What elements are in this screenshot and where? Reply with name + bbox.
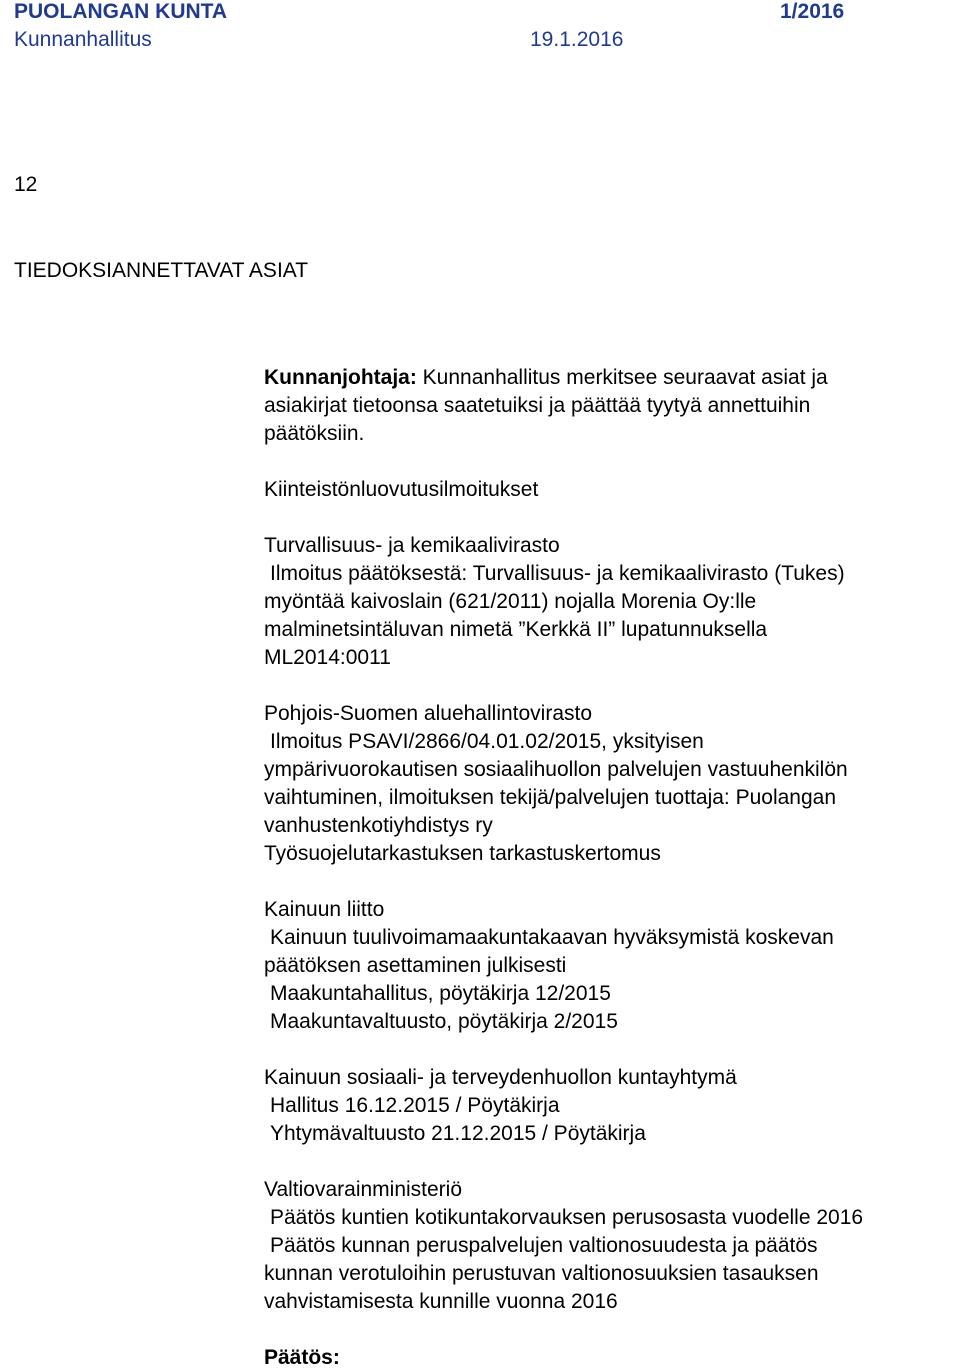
- sote-heading: Kainuun sosiaali- ja terveydenhuollon kuntayhtymä: [264, 1066, 737, 1089]
- page-number: 1/2016: [780, 0, 845, 23]
- vm-heading: Valtiovarainministeriö: [264, 1178, 463, 1201]
- proposal-line-1: [264, 364, 958, 392]
- tukes-line-1: Ilmoitus päätöksestä: Turvallisuus- ja kemikaalivirasto (Tukes): [270, 562, 845, 585]
- tukes-line-3: malminetsintäluvan nimetä ”Kerkkä II” lupatunnuksella: [264, 618, 768, 641]
- avi-heading: Pohjois-Suomen aluehallintovirasto: [264, 702, 593, 725]
- avi-line-3: vaihtuminen, ilmoituksen tekijä/palvelujen tuottaja: Puolangan: [264, 786, 837, 809]
- vm-line-2: Päätös kunnan peruspalvelujen valtionosuudesta ja päätös: [270, 1234, 818, 1257]
- proposal-label: Kunnanjohtaja:: [264, 366, 417, 389]
- kainuu-line-2: päätöksen asettaminen julkisesti: [264, 954, 567, 977]
- tukes-heading: Turvallisuus- ja kemikaalivirasto: [264, 534, 560, 557]
- vm-line-3: kunnan verotuloihin perustuvan valtionosuuksien tasauksen: [264, 1262, 819, 1285]
- kainuu-line-3: Maakuntahallitus, pöytäkirja 12/2015: [270, 982, 611, 1005]
- decision-label: Päätös:: [264, 1346, 340, 1369]
- decision-line: [264, 1344, 958, 1372]
- tukes-line-2: myöntää kaivoslain (621/2011) nojalla Morenia Oy:lle: [264, 590, 757, 613]
- meeting-date: 19.1.2016: [530, 28, 624, 51]
- avi-line-1: Ilmoitus PSAVI/2866/04.01.02/2015, yksityisen: [270, 730, 704, 753]
- document-body: [264, 364, 958, 1372]
- kiinteisto-heading: Kiinteistönluovutusilmoitukset: [264, 478, 539, 501]
- proposal-line-2: asiakirjat tietoonsa saatetuiksi ja päättää tyytyä annettuihin: [264, 394, 811, 417]
- section-title: TIEDOKSIANNETTAVAT ASIAT: [14, 259, 309, 282]
- avi-line-4: vanhustenkotiyhdistys ry: [264, 814, 493, 837]
- avi-line-5: Työsuojelutarkastuksen tarkastuskertomus: [264, 842, 661, 865]
- avi-line-2: ympärivuorokautisen sosiaalihuollon palvelujen vastuuhenkilön: [264, 758, 848, 781]
- vm-line-1: Päätös kuntien kotikuntakorvauksen perusosasta vuodelle 2016: [270, 1206, 864, 1229]
- proposal-text-1: Kunnanhallitus merkitsee seuraavat asiat ja: [416, 366, 828, 389]
- sote-line-1: Hallitus 16.12.2015 / Pöytäkirja: [270, 1094, 560, 1117]
- kainuu-line-1: Kainuun tuulivoimamaakuntakaavan hyväksymistä koskevan: [270, 926, 834, 949]
- kainuu-heading: Kainuun liitto: [264, 898, 385, 921]
- meeting-body: Kunnanhallitus: [14, 28, 152, 51]
- vm-line-4: vahvistamisesta kunnille vuonna 2016: [264, 1290, 618, 1313]
- proposal-line-3: päätöksiin.: [264, 422, 365, 445]
- sote-line-2: Yhtymävaltuusto 21.12.2015 / Pöytäkirja: [270, 1122, 646, 1145]
- section-number: 12: [14, 173, 38, 196]
- tukes-line-4: ML2014:0011: [264, 646, 391, 669]
- kainuu-line-4: Maakuntavaltuusto, pöytäkirja 2/2015: [270, 1010, 618, 1033]
- org-name: PUOLANGAN KUNTA: [14, 0, 228, 23]
